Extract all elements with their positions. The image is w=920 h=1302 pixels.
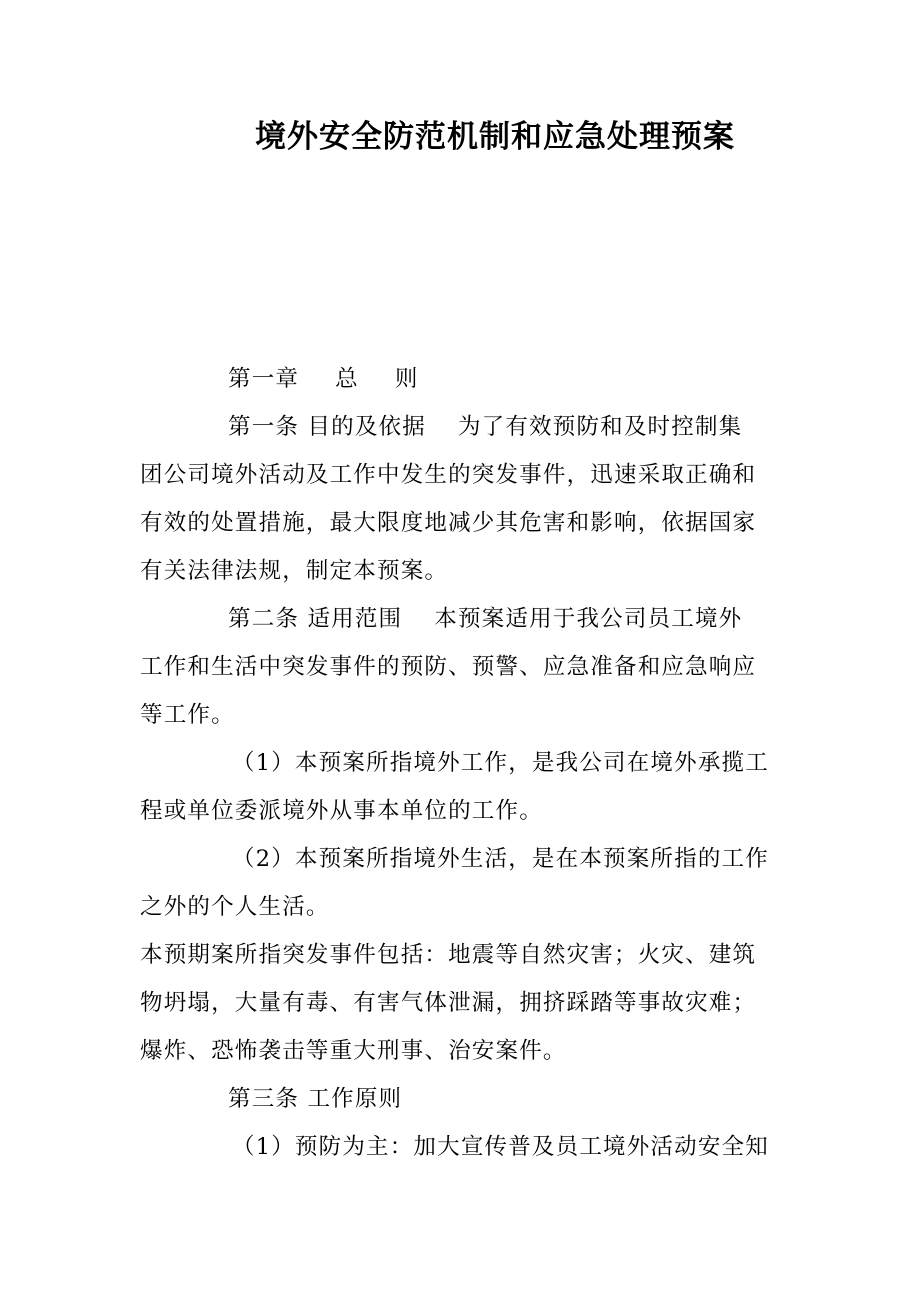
article-2-line: 工作和生活中突发事件的预防、预警、应急准备和应急响应	[140, 654, 757, 680]
article-1-heading: 第一条 目的及依据	[228, 414, 426, 440]
item-1	[140, 739, 790, 835]
article-2-line: 等工作。	[140, 702, 235, 728]
events-paragraph	[140, 931, 790, 1075]
events-line: 爆炸、恐怖袭击等重大刑事、治安案件。	[140, 1038, 567, 1064]
chapter-word-1: 总	[335, 366, 359, 392]
principle-1	[140, 1123, 790, 1171]
item-1-line: 程或单位委派境外从事本单位的工作。	[140, 798, 543, 824]
article-1-line: 有关法律法规，制定本预案。	[140, 558, 449, 584]
item-2	[140, 835, 790, 931]
item-2-line: 之外的个人生活。	[140, 894, 330, 920]
item-2-line: （2）本预案所指境外生活，是在本预案所指的工作	[232, 846, 769, 872]
article-3-heading: 第三条 工作原则	[228, 1086, 403, 1112]
principle-1-line: （1）预防为主：加大宣传普及员工境外活动安全知	[232, 1134, 769, 1160]
document-body	[140, 355, 790, 1171]
article-1-line: 为了有效预防和及时控制集	[457, 414, 743, 440]
article-1-line: 有效的处置措施，最大限度地减少其危害和影响，依据国家	[140, 510, 757, 536]
item-1-line: （1）本预案所指境外工作，是我公司在境外承揽工	[232, 750, 769, 776]
chapter-label: 第一章	[228, 366, 300, 392]
article-1	[140, 403, 790, 595]
document-title: 境外安全防范机制和应急处理预案	[255, 119, 735, 155]
article-1-line: 团公司境外活动及工作中发生的突发事件，迅速采取正确和	[140, 462, 757, 488]
chapter-heading	[140, 355, 790, 403]
article-2-heading: 第二条 适用范围	[228, 606, 403, 632]
article-2-line: 本预案适用于我公司员工境外	[434, 606, 743, 632]
article-2	[140, 595, 790, 739]
events-line: 本预期案所指突发事件包括：地震等自然灾害；火灾、建筑	[140, 942, 757, 968]
events-line: 物坍塌，大量有毒、有害气体泄漏，拥挤踩踏等事故灾难；	[140, 990, 757, 1016]
chapter-word-2: 则	[394, 366, 419, 392]
